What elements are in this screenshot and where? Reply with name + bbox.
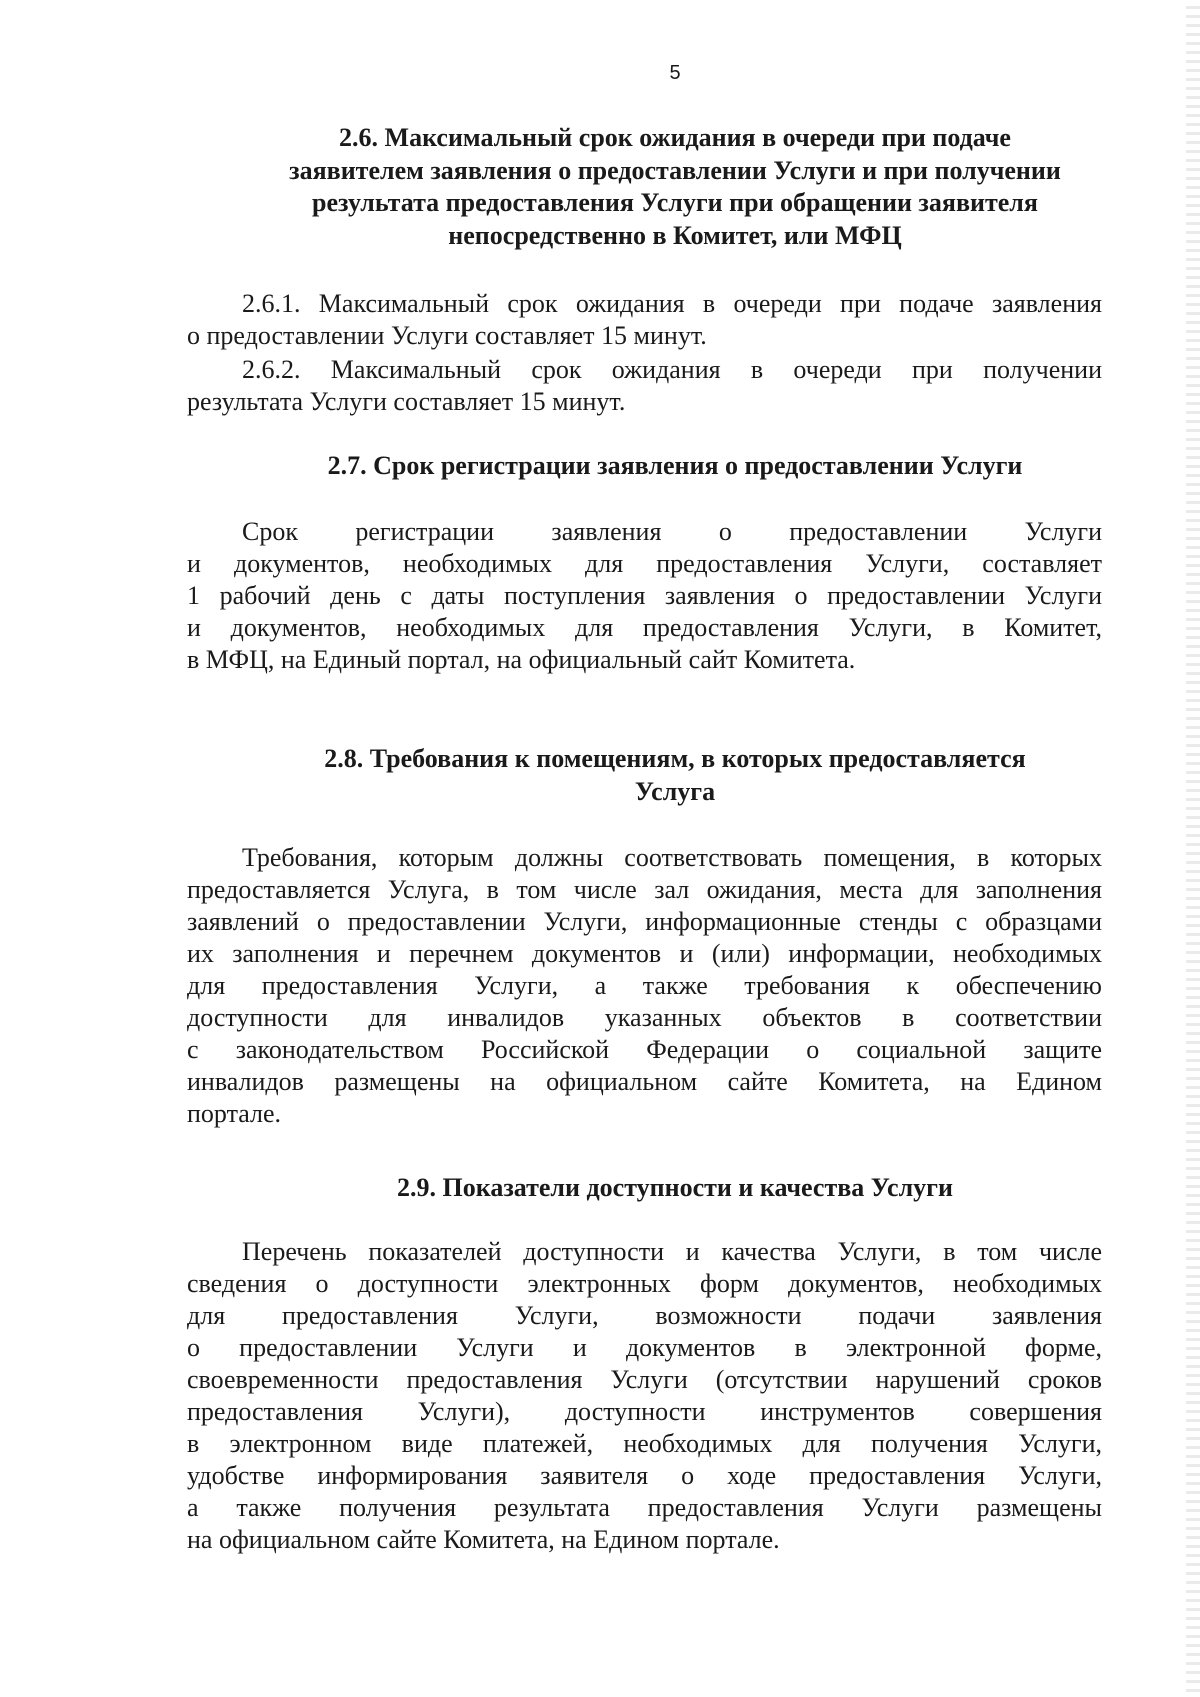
paragraph-2-6-1 bbox=[187, 288, 1102, 352]
text-line: заявлений о предоставлении Услуги, информационные стенды с образцами bbox=[187, 907, 1102, 936]
text-line: и документов, необходимых для предоставления Услуги, составляет bbox=[187, 549, 1102, 578]
text-line: на официальном сайте Комитета, на Едином портале. bbox=[187, 1525, 780, 1554]
text-line: портале. bbox=[187, 1099, 282, 1128]
heading-line: Услуга bbox=[634, 776, 716, 806]
section-heading-2-7: 2.7. Срок регистрации заявления о предоставлении Услуги bbox=[327, 451, 1023, 480]
text-line: а также получения результата предоставления Услуги размещены bbox=[187, 1493, 1102, 1522]
text-line: Срок регистрации заявления о предоставлении Услуги bbox=[242, 517, 1102, 546]
heading-line: непосредственно в Комитет, или МФЦ bbox=[448, 220, 902, 250]
text-line: в электронном виде платежей, необходимых для получения Услуги, bbox=[187, 1429, 1102, 1458]
text-line: о предоставлении Услуги и документов в электронной форме, bbox=[187, 1333, 1102, 1362]
heading-line: заявителем заявления о предоставлении Услуги и при получении bbox=[289, 155, 1061, 185]
paragraph-2-7 bbox=[187, 516, 1102, 676]
paragraph-2-6-2 bbox=[187, 354, 1102, 418]
section-heading-2-6 bbox=[235, 122, 1115, 252]
text-line: своевременности предоставления Услуги (отсутствии нарушений сроков bbox=[187, 1365, 1102, 1394]
heading-line: 2.8. Требования к помещениям, в которых предоставляется bbox=[324, 744, 1026, 773]
text-line: их заполнения и перечнем документов и (или) информации, необходимых bbox=[187, 939, 1102, 968]
text-line: результата Услуги составляет 15 минут. bbox=[187, 387, 626, 416]
text-line: инвалидов размещены на официальном сайте Комитета, на Едином bbox=[187, 1067, 1102, 1096]
text-line: сведения о доступности электронных форм документов, необходимых bbox=[187, 1269, 1102, 1298]
paragraph-2-9 bbox=[187, 1236, 1102, 1556]
text-line: в МФЦ, на Единый портал, на официальный сайт Комитета. bbox=[187, 645, 856, 674]
text-line: предоставления Услуги), доступности инструментов совершения bbox=[187, 1397, 1102, 1426]
text-line: Требования, которым должны соответствовать помещения, в которых bbox=[242, 843, 1102, 872]
text-line: 2.6.2. Максимальный срок ожидания в очереди при получении bbox=[242, 355, 1102, 384]
text-line: Перечень показателей доступности и качества Услуги, в том числе bbox=[242, 1237, 1102, 1266]
text-line: и документов, необходимых для предоставления Услуги, в Комитет, bbox=[187, 613, 1102, 642]
scan-edge-artifact bbox=[1186, 0, 1200, 1697]
text-line: 2.6.1. Максимальный срок ожидания в очереди при подаче заявления bbox=[242, 289, 1102, 318]
text-line: о предоставлении Услуги составляет 15 минут. bbox=[187, 321, 707, 350]
heading-line: результата предоставления Услуги при обращении заявителя bbox=[312, 188, 1038, 217]
page-number: 5 bbox=[669, 62, 681, 84]
text-line: с законодательством Российской Федерации о социальной защите bbox=[187, 1035, 1102, 1064]
text-line: для предоставления Услуги, а также требования к обеспечению bbox=[187, 971, 1102, 1000]
heading-line: 2.6. Максимальный срок ожидания в очереди при подаче bbox=[339, 123, 1011, 152]
text-line: предоставляется Услуга, в том числе зал ожидания, места для заполнения bbox=[187, 875, 1102, 904]
text-line: удобстве информирования заявителя о ходе предоставления Услуги, bbox=[187, 1461, 1102, 1490]
text-line: 1 рабочий день с даты поступления заявления о предоставлении Услуги bbox=[187, 581, 1102, 610]
text-line: доступности для инвалидов указанных объектов в соответствии bbox=[187, 1003, 1102, 1032]
section-heading-2-8 bbox=[235, 743, 1115, 808]
section-heading-2-9: 2.9. Показатели доступности и качества Услуги bbox=[397, 1173, 953, 1202]
paragraph-2-8 bbox=[187, 842, 1102, 1130]
text-line: для предоставления Услуги, возможности подачи заявления bbox=[187, 1301, 1102, 1330]
